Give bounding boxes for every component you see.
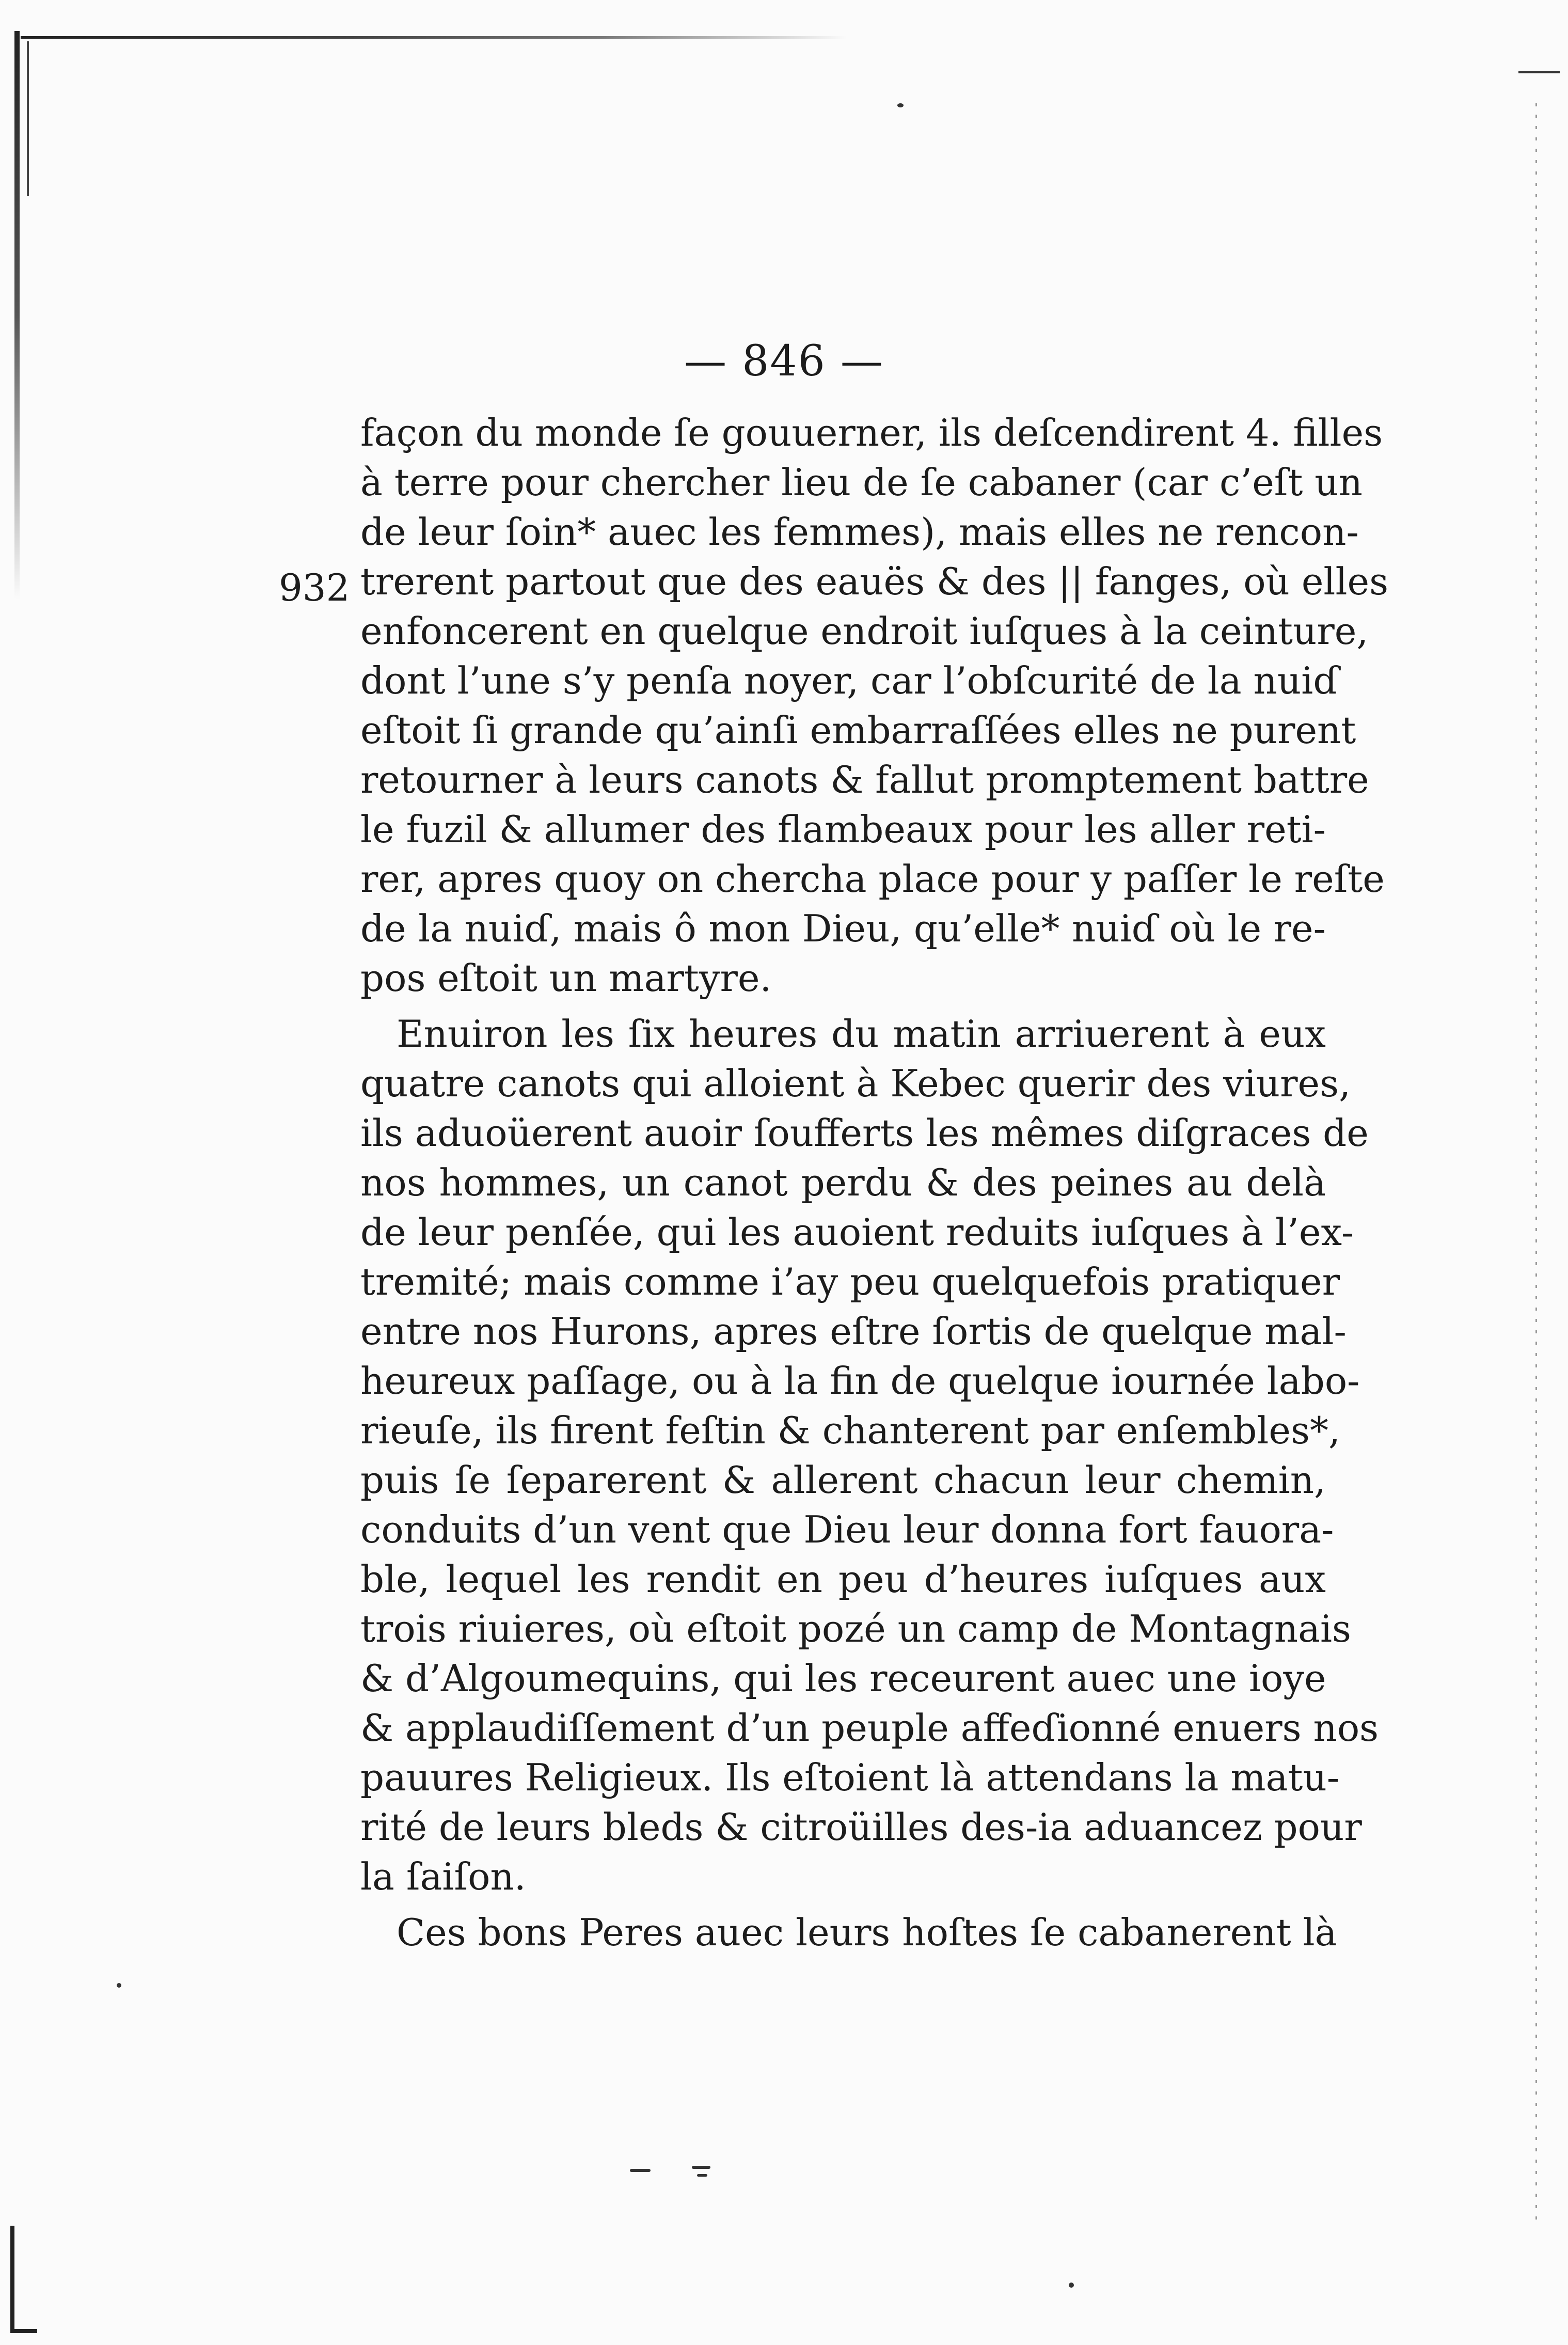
text-line: heureux paſſage, ou à la fin de quelque iournée labo- <box>360 1359 1360 1403</box>
text-line: entre nos Hurons, apres eſtre ſortis de quelque mal- <box>360 1310 1347 1353</box>
text-line: trerent partout que des eauës & des || fanges, où elles <box>360 560 1389 603</box>
margin-page-reference: 932 <box>279 566 350 609</box>
scan-corner-bottom-left <box>10 2226 37 2333</box>
scan-edge-left <box>14 31 20 599</box>
text-line: de leur penſée, qui les auoient reduits iuſques à l’ex- <box>360 1210 1354 1254</box>
text-line: rité de leurs bleds & citroüilles des-ia aduancez pour <box>360 1805 1362 1849</box>
scan-edge-top <box>21 36 847 39</box>
text-line: la ſaiſon. <box>360 1855 526 1898</box>
text-line: eſtoit ſi grande qu’ainſi embarraſſées elles ne purent <box>360 709 1356 752</box>
scan-edge-right <box>1535 103 1537 2221</box>
text-line: puis ſe ſeparerent & allerent chacun leur chemin, <box>360 1458 1326 1502</box>
text-line: rieuſe, ils firent feſtin & chanterent par enſembles*, <box>360 1409 1340 1452</box>
text-line: pos eſtoit un martyre. <box>360 956 772 1000</box>
text-line: nos hommes, un canot perdu & des peines au delà <box>360 1161 1326 1204</box>
scan-speck <box>117 1983 121 1988</box>
scan-edge-left-inner <box>27 41 29 196</box>
text-line: dont l’une s’y penſa noyer, car l’obſcurité de la nuiɗ <box>360 659 1339 702</box>
text-line: & d’Algoumequins, qui les receurent auec une ioye <box>360 1657 1326 1700</box>
body-text <box>360 408 1389 1957</box>
text-line: pauures Religieux. Ils eſtoient là attendans la matu- <box>360 1756 1340 1799</box>
scan-specks-bottom <box>630 2164 733 2179</box>
text-line: tremité; mais comme i’ay peu quelquefois pratiquer <box>360 1260 1340 1303</box>
page-number: — 846 — <box>684 337 884 386</box>
scan-speck <box>1069 2283 1074 2288</box>
scan-mark-top-right <box>1518 71 1560 73</box>
text-line: trois riuieres, où eſtoit pozé un camp de Montagnais <box>360 1607 1352 1650</box>
text-line: & applaudiſſement d’un peuple affeɗionné enuers nos <box>360 1706 1379 1750</box>
text-line: enfoncerent en quelque endroit iuſques à la ceinture, <box>360 609 1369 653</box>
text-line: façon du monde ſe gouuerner, ils deſcendirent 4. filles <box>360 411 1383 454</box>
text-line: rer, apres quoy on chercha place pour y paſſer le reſte <box>360 857 1385 901</box>
text-line: de leur ſoin* auec les femmes), mais elles ne rencon- <box>360 510 1359 554</box>
text-line: à terre pour chercher lieu de ſe cabaner (car c’eſt un <box>360 461 1363 504</box>
text-line: le fuzil & allumer des flambeaux pour les aller reti- <box>360 808 1326 851</box>
text-line: ils aduoüerent auoir ſoufferts les mêmes diſgraces de <box>360 1111 1369 1155</box>
text-line: Enuiron les ſix heures du matin arriuerent à eux <box>397 1012 1326 1056</box>
text-line: de la nuiɗ, mais ô mon Dieu, qu’elle* nuiɗ où le re- <box>360 907 1326 950</box>
text-line: retourner à leurs canots & fallut promptement battre <box>360 758 1369 801</box>
text-line: Ces bons Peres auec leurs hoſtes ſe cabanerent là <box>397 1911 1337 1954</box>
text-line: quatre canots qui alloient à Kebec querir des viures, <box>360 1062 1351 1105</box>
scan-speck <box>897 103 904 107</box>
text-line: conduits d’un vent que Dieu leur donna fort fauora- <box>360 1508 1334 1551</box>
text-line: ble, lequel les rendit en peu d’heures iuſques aux <box>360 1557 1326 1601</box>
